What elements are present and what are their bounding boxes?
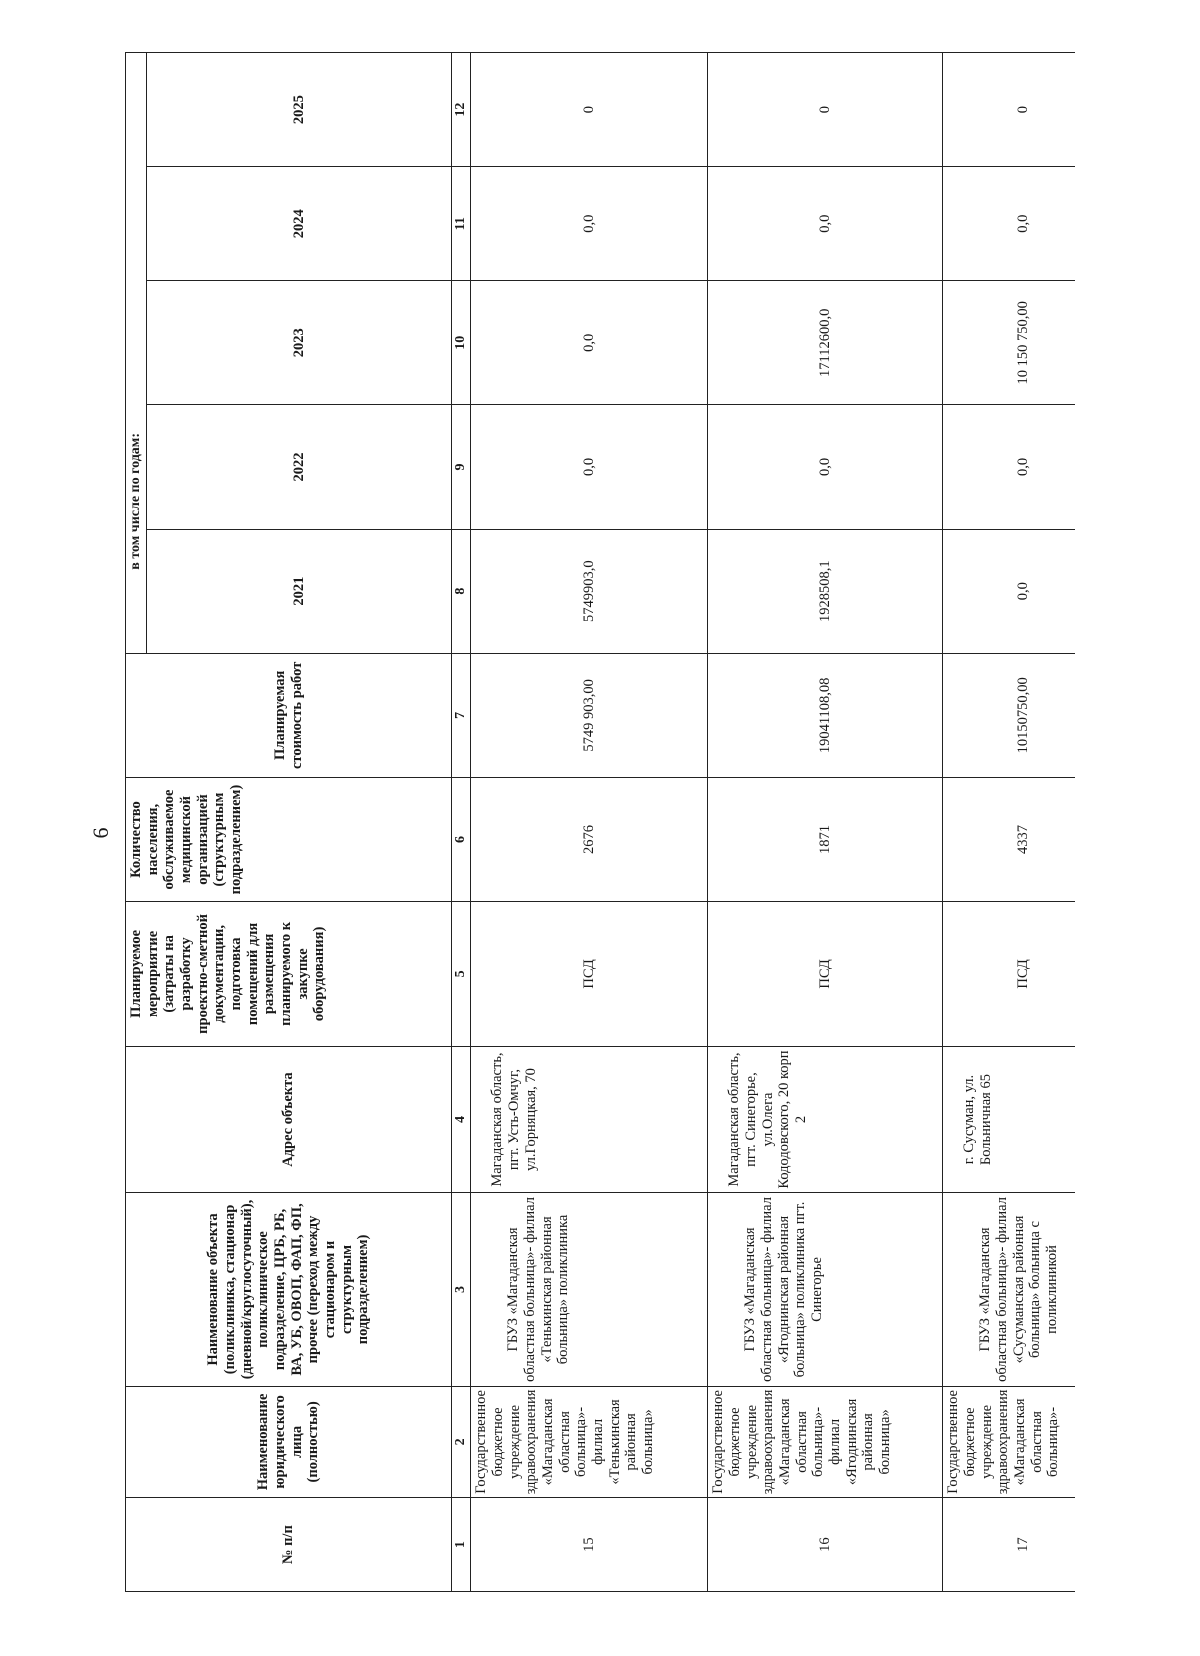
row-legal-name: Государственное бюджетное учреждение здравоохранения «Магаданская областная больница»- [943, 1386, 1075, 1498]
row-value-2023: 17112600,0 [708, 281, 943, 405]
col-header-num: № п/п [126, 1498, 452, 1592]
col-number: 2 [452, 1386, 471, 1498]
row-num: 15 [471, 1498, 708, 1592]
col-number: 7 [452, 653, 471, 777]
table-row [708, 53, 943, 1592]
table-row [471, 53, 708, 1592]
row-object-name: ГБУЗ «Магаданская областная больница»- филиал «Сусуманская районная больница» больница с поликлиникой [943, 1193, 1075, 1386]
col-header-2022: 2022 [147, 405, 452, 529]
col-header-legal-name: Наименование юридического лица (полностью) [126, 1386, 452, 1498]
row-address: г. Сусуман, ул. Больничная 65 [943, 1046, 1075, 1193]
table-row [943, 53, 1075, 1592]
row-object-name: ГБУЗ «Магаданская областная больница»- филиал «Тенькинская районная больница» поликлиника [471, 1193, 708, 1386]
row-value-2025: 0 [471, 53, 708, 167]
col-header-address: Адрес объекта [126, 1046, 452, 1193]
page-number: 6 [88, 827, 113, 839]
row-address: Магаданская область, пгт. Синегорье, ул.Олега Кододовского, 20 корп 2 [708, 1046, 943, 1193]
row-value-2021: 1928508,1 [708, 529, 943, 653]
table-wrapper [125, 52, 1075, 1592]
col-number: 12 [452, 53, 471, 167]
row-population: 1871 [708, 777, 943, 901]
col-number: 5 [452, 902, 471, 1047]
row-legal-name: Государственное бюджетное учреждение здравоохранения «Магаданская областная больница»- филиал «Тенькинская районная больница» [471, 1386, 708, 1498]
col-header-2023: 2023 [147, 281, 452, 405]
row-value-2024: 0,0 [708, 167, 943, 281]
col-header-cost: Планируемая стоимость работ [126, 653, 452, 777]
row-value-2024: 0,0 [943, 167, 1075, 281]
col-header-years-group: в том числе по годам: [126, 53, 147, 654]
row-num: 17 [943, 1498, 1075, 1592]
col-header-2021: 2021 [147, 529, 452, 653]
rotated-table-sheet [125, 52, 1075, 1592]
row-legal-name: Государственное бюджетное учреждение здравоохранения «Магаданская областная больница»- филиал «Ягоднинская районная больница» [708, 1386, 943, 1498]
row-activity: ПСД [943, 902, 1075, 1047]
row-population: 4337 [943, 777, 1075, 901]
col-header-population: Количество населения, обслуживаемое медицинской организацией (структурным подразделением) [126, 777, 452, 901]
row-num: 16 [708, 1498, 943, 1592]
col-number: 1 [452, 1498, 471, 1592]
col-number: 3 [452, 1193, 471, 1386]
row-value-2023: 10 150 750,00 [943, 281, 1075, 405]
row-value-2023: 0,0 [471, 281, 708, 405]
row-cost: 5749 903,00 [471, 653, 708, 777]
row-value-2025: 0 [943, 53, 1075, 167]
col-header-2024: 2024 [147, 167, 452, 281]
row-activity: ПСД [708, 902, 943, 1047]
col-number: 9 [452, 405, 471, 529]
row-value-2024: 0,0 [471, 167, 708, 281]
col-number: 11 [452, 167, 471, 281]
col-number: 6 [452, 777, 471, 901]
row-value-2021: 0,0 [943, 529, 1075, 653]
row-value-2022: 0,0 [943, 405, 1075, 529]
row-address: Магаданская область, пгт. Усть-Омчуг, ул.Горняцкая, 70 [471, 1046, 708, 1193]
row-cost: 19041108,08 [708, 653, 943, 777]
col-header-object-name: Наименование объекта (поликлиника, стационар (дневной/круглосуточный), поликлиническое подразделение, ЦРБ, РБ, ВА, УБ, ОВОП, ФАП, ФП, прочее (переход между стационаром и структурным подразделением) [126, 1193, 452, 1386]
row-value-2022: 0,0 [708, 405, 943, 529]
col-number: 4 [452, 1046, 471, 1193]
col-number: 8 [452, 529, 471, 653]
col-header-2025: 2025 [147, 53, 452, 167]
column-number-row [452, 53, 471, 1592]
row-population: 2676 [471, 777, 708, 901]
row-value-2025: 0 [708, 53, 943, 167]
col-number: 10 [452, 281, 471, 405]
row-object-name: ГБУЗ «Магаданская областная больница»- филиал «Ягоднинская районная больница» поликлиника пгт. Синегорье [708, 1193, 943, 1386]
row-activity: ПСД [471, 902, 708, 1047]
row-cost: 10150750,00 [943, 653, 1075, 777]
funding-table [125, 52, 1075, 1592]
row-value-2021: 5749903,0 [471, 529, 708, 653]
header-row-top [126, 53, 147, 1592]
row-value-2022: 0,0 [471, 405, 708, 529]
col-header-activity: Планируемое мероприятие (затраты на разработку проектно-сметной документации, подготовка помещений для размещения планируемого к закупке оборудования) [126, 902, 452, 1047]
